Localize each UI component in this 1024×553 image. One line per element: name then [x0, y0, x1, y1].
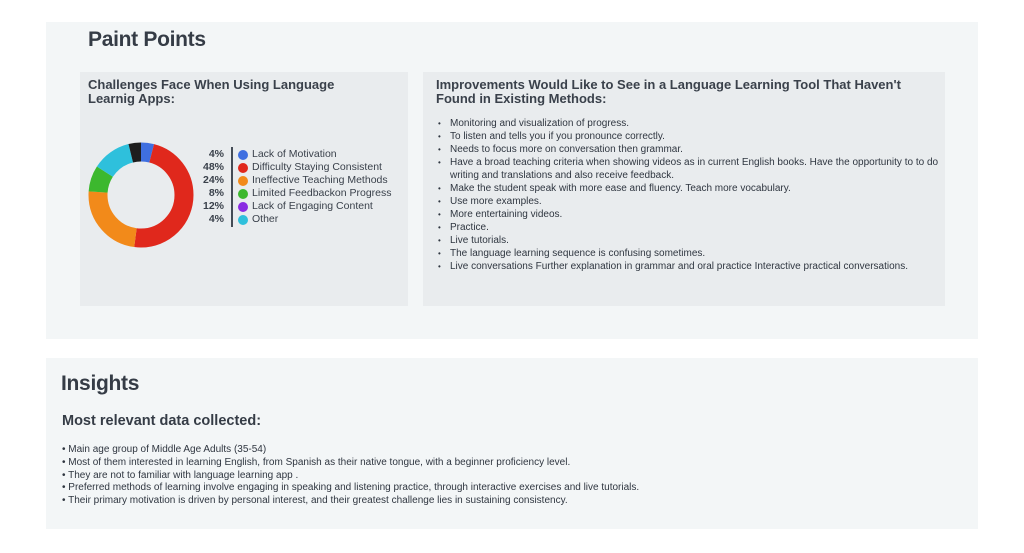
- list-item: • Use more examples.: [436, 195, 941, 208]
- legend-value: 8%: [208, 187, 224, 199]
- improvements-title-line2: Found in Existing Methods:: [436, 91, 607, 106]
- improvements-title: [436, 78, 901, 106]
- legend-value: 48%: [202, 161, 224, 173]
- list-item: • Needs to focus more on conversation then grammar.: [436, 143, 941, 156]
- improvements-title-line1: Improvements Would Like to See in a Language Learning Tool That Haven't: [436, 77, 901, 92]
- legend-swatch: [238, 176, 248, 186]
- insights-title: Insights: [61, 372, 140, 395]
- list-item: • Live conversations Further explanation in grammar and oral practice Interactive practical conversations.: [436, 260, 941, 273]
- legend-value: 12%: [202, 200, 224, 212]
- challenges-donut-chart: [88, 142, 194, 248]
- list-item: • To listen and tells you if you pronounce correctly.: [436, 130, 941, 143]
- legend-label: Ineffective Teaching Methods: [252, 174, 388, 186]
- list-item: • Monitoring and visualization of progress.: [436, 117, 941, 130]
- challenges-title: [88, 78, 334, 106]
- list-item: • The language learning sequence is confusing sometimes.: [436, 247, 941, 260]
- challenges-title-line2: Learnig Apps:: [88, 91, 175, 106]
- legend-swatch: [238, 163, 248, 173]
- list-item: • Have a broad teaching criteria when showing videos as in current English books. Have the opportunity to to do writing and translations and also receive feedback.: [436, 156, 941, 182]
- improvements-list: [436, 117, 941, 273]
- legend-divider: [231, 147, 233, 227]
- legend-value: 4%: [208, 213, 224, 225]
- challenges-title-line1: Challenges Face When Using Language: [88, 77, 335, 92]
- legend-swatch: [238, 150, 248, 160]
- list-item: • Practice.: [436, 221, 941, 234]
- legend-label: Difficulty Staying Consistent: [252, 161, 382, 173]
- insights-list: [62, 444, 639, 508]
- legend-swatch: [238, 189, 248, 199]
- list-item: • More entertaining videos.: [436, 208, 941, 221]
- legend-value: 4%: [208, 148, 224, 160]
- list-item: • Main age group of Middle Age Adults (35-54): [62, 444, 639, 457]
- legend-label: Lack of Engaging Content: [252, 200, 373, 212]
- list-item: • Their primary motivation is driven by personal interest, and their greatest challenge lies in sustaining consistency.: [62, 495, 639, 508]
- legend-swatch: [238, 202, 248, 212]
- insights-subtitle: Most relevant data collected:: [62, 413, 262, 429]
- pain-points-title: Paint Points: [88, 28, 206, 51]
- list-item: • Most of them interested in learning English, from Spanish as their native tongue, with a beginner proficiency level.: [62, 457, 639, 470]
- legend-label: Other: [252, 213, 279, 225]
- legend-label: Lack of Motivation: [252, 148, 337, 160]
- legend-swatch: [238, 215, 248, 225]
- legend-value: 24%: [202, 174, 224, 186]
- list-item: • Live tutorials.: [436, 234, 941, 247]
- list-item: • Make the student speak with more ease and fluency. Teach more vocabulary.: [436, 182, 941, 195]
- list-item: • Preferred methods of learning involve engaging in speaking and listening practice, through interactive exercises and live tutorials.: [62, 482, 639, 495]
- legend-label: Limited Feedbackon Progress: [252, 187, 392, 199]
- list-item: • They are not to familiar with language learning app .: [62, 470, 639, 483]
